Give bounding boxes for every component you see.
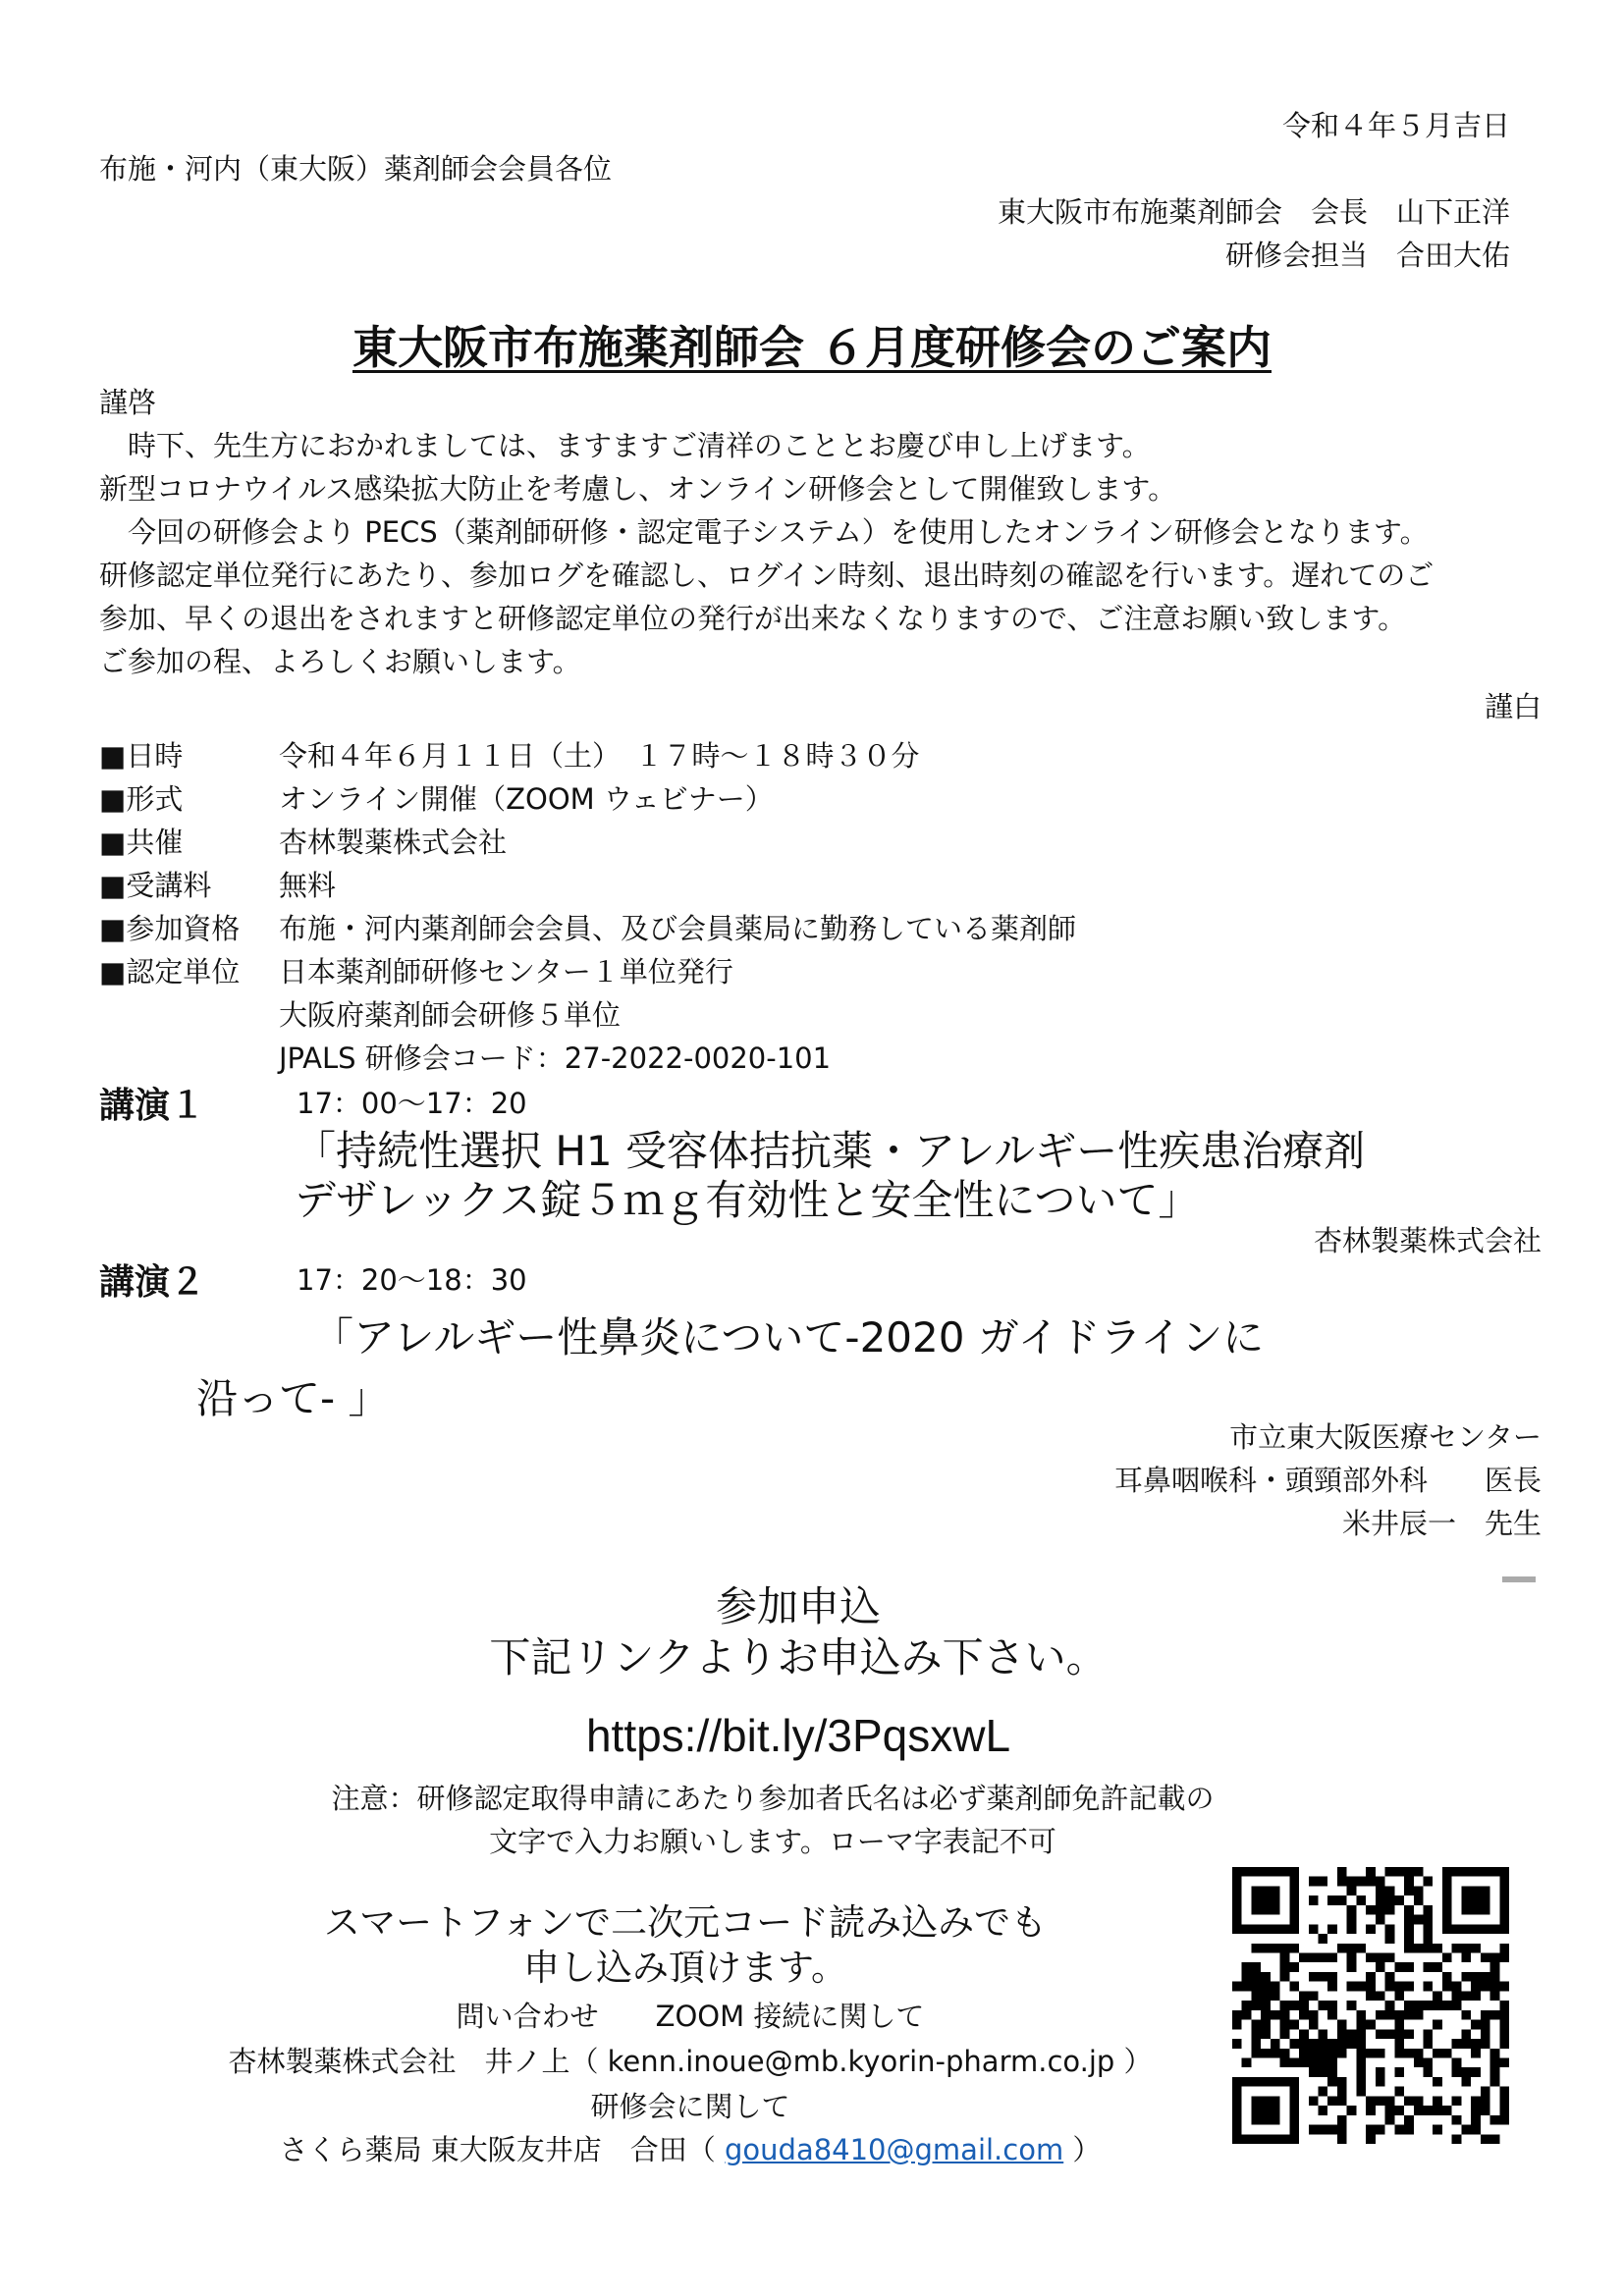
detail-value-datetime: 令和４年６月１１日（土） １７時～１８時３０分 (279, 739, 920, 773)
contact-seminar-heading: 研修会に関して (590, 2090, 790, 2123)
contact-seminar-suffix: ） (1063, 2133, 1102, 2166)
detail-label-fee: ■受講料 (99, 869, 212, 902)
seminar-email-link[interactable]: gouda8410@gmail.com (725, 2133, 1064, 2166)
detail-label-credits: ■認定単位 (99, 955, 241, 988)
sender-president: 東大阪市布施薬剤師会 会長 山下正洋 (997, 195, 1510, 229)
detail-value-credits: 日本薬剤師研修センター１単位発行 (279, 955, 733, 988)
qr-instruction-line1: スマートフォンで二次元コード読み込みでも (323, 1901, 1048, 1944)
detail-label-cosponsor: ■共催 (99, 826, 184, 859)
qr-code (1232, 1867, 1509, 2144)
lecture2-speaker-department: 耳鼻咽喉科・頭頸部外科 医長 (1113, 1464, 1542, 1497)
lecture1-title-line2: デザレックス錠５ｍｇ有効性と安全性について」 (295, 1176, 1200, 1224)
detail-value-cosponsor: 杏林製薬株式会社 (279, 826, 508, 859)
detail-value-format: オンライン開催（ZOOM ウェビナー） (279, 782, 774, 816)
detail-label-datetime: ■日時 (99, 739, 184, 773)
contact-heading: 問い合わせ ZOOM 接続に関して (456, 2000, 925, 2033)
registration-url-link[interactable]: https://bit.ly/3PqsxwL (585, 1710, 1011, 1761)
greeting-line: 新型コロナウイルス感染拡大防止を考慮し、オンライン研修会として開催致します。 (99, 472, 1177, 506)
greeting-line: 今回の研修会より PECS（薬剤師研修・認定電子システム）を使用したオンライン研修会となります。 (99, 515, 1429, 549)
registration-heading: 参加申込 (715, 1582, 881, 1630)
lecture2-speaker-affiliation: 市立東大阪医療センター (1229, 1420, 1542, 1454)
registration-instruction: 下記リンクよりお申込み下さい。 (489, 1633, 1108, 1682)
detail-value-fee: 無料 (279, 869, 337, 902)
greeting-line: 時下、先生方におかれましては、ますますご清祥のこととお慶び申し上げます。 (99, 429, 1151, 462)
qr-code-graphic (1232, 1867, 1509, 2144)
page-title: 東大阪市布施薬剤師会 ６月度研修会のご案内 (352, 321, 1272, 374)
greeting-line: ご参加の程、よろしくお願いします。 (99, 645, 581, 678)
detail-value-jpals-code: JPALS 研修会コード：27-2022-0020-101 (279, 1041, 832, 1075)
detail-value-credits-osaka: 大阪府薬剤師会研修５単位 (279, 998, 622, 1032)
greeting-line: 参加、早くの退出をされますと研修認定単位の発行が出来なくなりますので、ご注意お願い致します。 (99, 602, 1407, 635)
greeting-close: 謹白 (1484, 690, 1542, 723)
contact-zoom: 杏林製薬株式会社 井ノ上（ kenn.inoue@mb.kyorin-pharm.co.jp ） (228, 2045, 1153, 2078)
document-date: 令和４年５月吉日 (1281, 109, 1510, 142)
registration-note-line1: 注意：研修認定取得申請にあたり参加者氏名は必ず薬剤師免許記載の (331, 1782, 1215, 1815)
detail-label-format: ■形式 (99, 782, 184, 816)
greeting-line: 研修認定単位発行にあたり、参加ログを確認し、ログイン時刻、退出時刻の確認を行います。遅れてのご (99, 559, 1435, 592)
sender-organizer: 研修会担当 合田大佑 (1224, 239, 1510, 272)
lecture2-time: 17：20～18：30 (297, 1263, 527, 1297)
lecture1-label: 講演１ (99, 1086, 206, 1126)
lecture1-time: 17：00～17：20 (297, 1087, 527, 1120)
registration-note-line2: 文字で入力お願いします。ローマ字表記不可 (489, 1825, 1056, 1858)
lecture2-speaker-name: 米井辰一 先生 (1341, 1507, 1542, 1540)
lecture2-title-line2: 沿って- 」 (196, 1374, 390, 1422)
greeting-open: 謹啓 (99, 386, 157, 419)
lecture2-title-line1: 「アレルギー性鼻炎について-2020 ガイドラインに (312, 1313, 1265, 1362)
lecture1-speaker: 杏林製薬株式会社 (1313, 1224, 1542, 1257)
detail-label-eligibility: ■参加資格 (99, 912, 241, 945)
qr-instruction-line2: 申し込み頂けます。 (522, 1947, 848, 1989)
lecture1-title-line1: 「持続性選択 H1 受容体拮抗薬・アレルギー性疾患治療剤 (295, 1127, 1366, 1175)
contact-seminar-prefix: さくら薬局 東大阪友井店 合田（ (279, 2133, 725, 2166)
lecture2-label: 講演２ (99, 1262, 206, 1303)
detail-value-eligibility: 布施・河内薬剤師会会員、及び会員薬局に勤務している薬剤師 (279, 912, 1077, 945)
recipient: 布施・河内（東大阪）薬剤師会会員各位 (99, 152, 613, 186)
